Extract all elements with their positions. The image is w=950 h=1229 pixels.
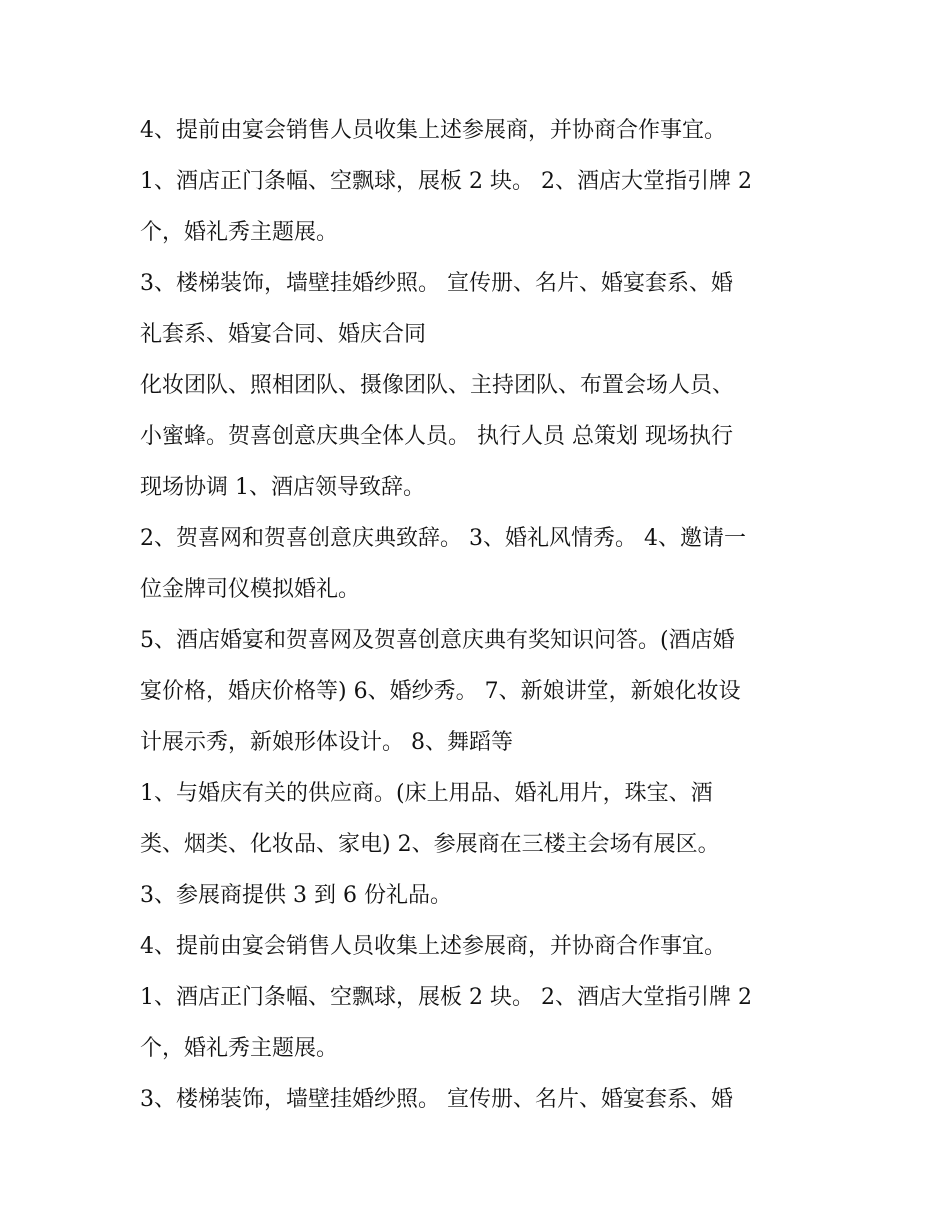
text-line: 小蜜蜂。贺喜创意庆典全体人员。 执行人员 总策划 现场执行 [140,424,733,449]
text-line: 1、酒店正门条幅、空飘球，展板 2 块。 2、酒店大堂指引牌 2 [140,169,752,194]
text-line: 类、烟类、化妆品、家电) 2、参展商在三楼主会场有展区。 [140,832,720,857]
text-line: 1、酒店正门条幅、空飘球，展板 2 块。 2、酒店大堂指引牌 2 [140,985,752,1010]
text-line: 3、楼梯装饰，墙壁挂婚纱照。 宣传册、名片、婚宴套系、婚 [140,1087,733,1112]
text-line: 宴价格，婚庆价格等) 6、婚纱秀。 7、新娘讲堂，新娘化妆设 [140,679,741,704]
text-line: 现场协调 1、酒店领导致辞。 [140,475,425,500]
text-line: 位金牌司仪模拟婚礼。 [140,577,361,602]
text-line: 礼套系、婚宴合同、婚庆合同 [140,322,427,347]
text-line: 计展示秀，新娘形体设计。 8、舞蹈等 [140,730,513,755]
document-body [140,105,820,1125]
text-line: 1、与婚庆有关的供应商。(床上用品、婚礼用片，珠宝、酒 [140,781,713,806]
text-line: 5、酒店婚宴和贺喜网及贺喜创意庆典有奖知识问答。(酒店婚 [140,628,735,653]
text-line: 个，婚礼秀主题展。 [140,220,339,245]
text-line: 化妆团队、照相团队、摄像团队、主持团队、布置会场人员、 [140,373,735,398]
text-line: 4、提前由宴会销售人员收集上述参展商，并协商合作事宜。 [140,118,726,143]
text-line: 2、贺喜网和贺喜创意庆典致辞。 3、婚礼风情秀。 4、邀请一 [140,526,746,551]
text-line: 4、提前由宴会销售人员收集上述参展商，并协商合作事宜。 [140,934,726,959]
text-line: 个，婚礼秀主题展。 [140,1036,339,1061]
text-line: 3、参展商提供 3 到 6 份礼品。 [140,883,452,908]
text-line: 3、楼梯装饰，墙壁挂婚纱照。 宣传册、名片、婚宴套系、婚 [140,271,733,296]
